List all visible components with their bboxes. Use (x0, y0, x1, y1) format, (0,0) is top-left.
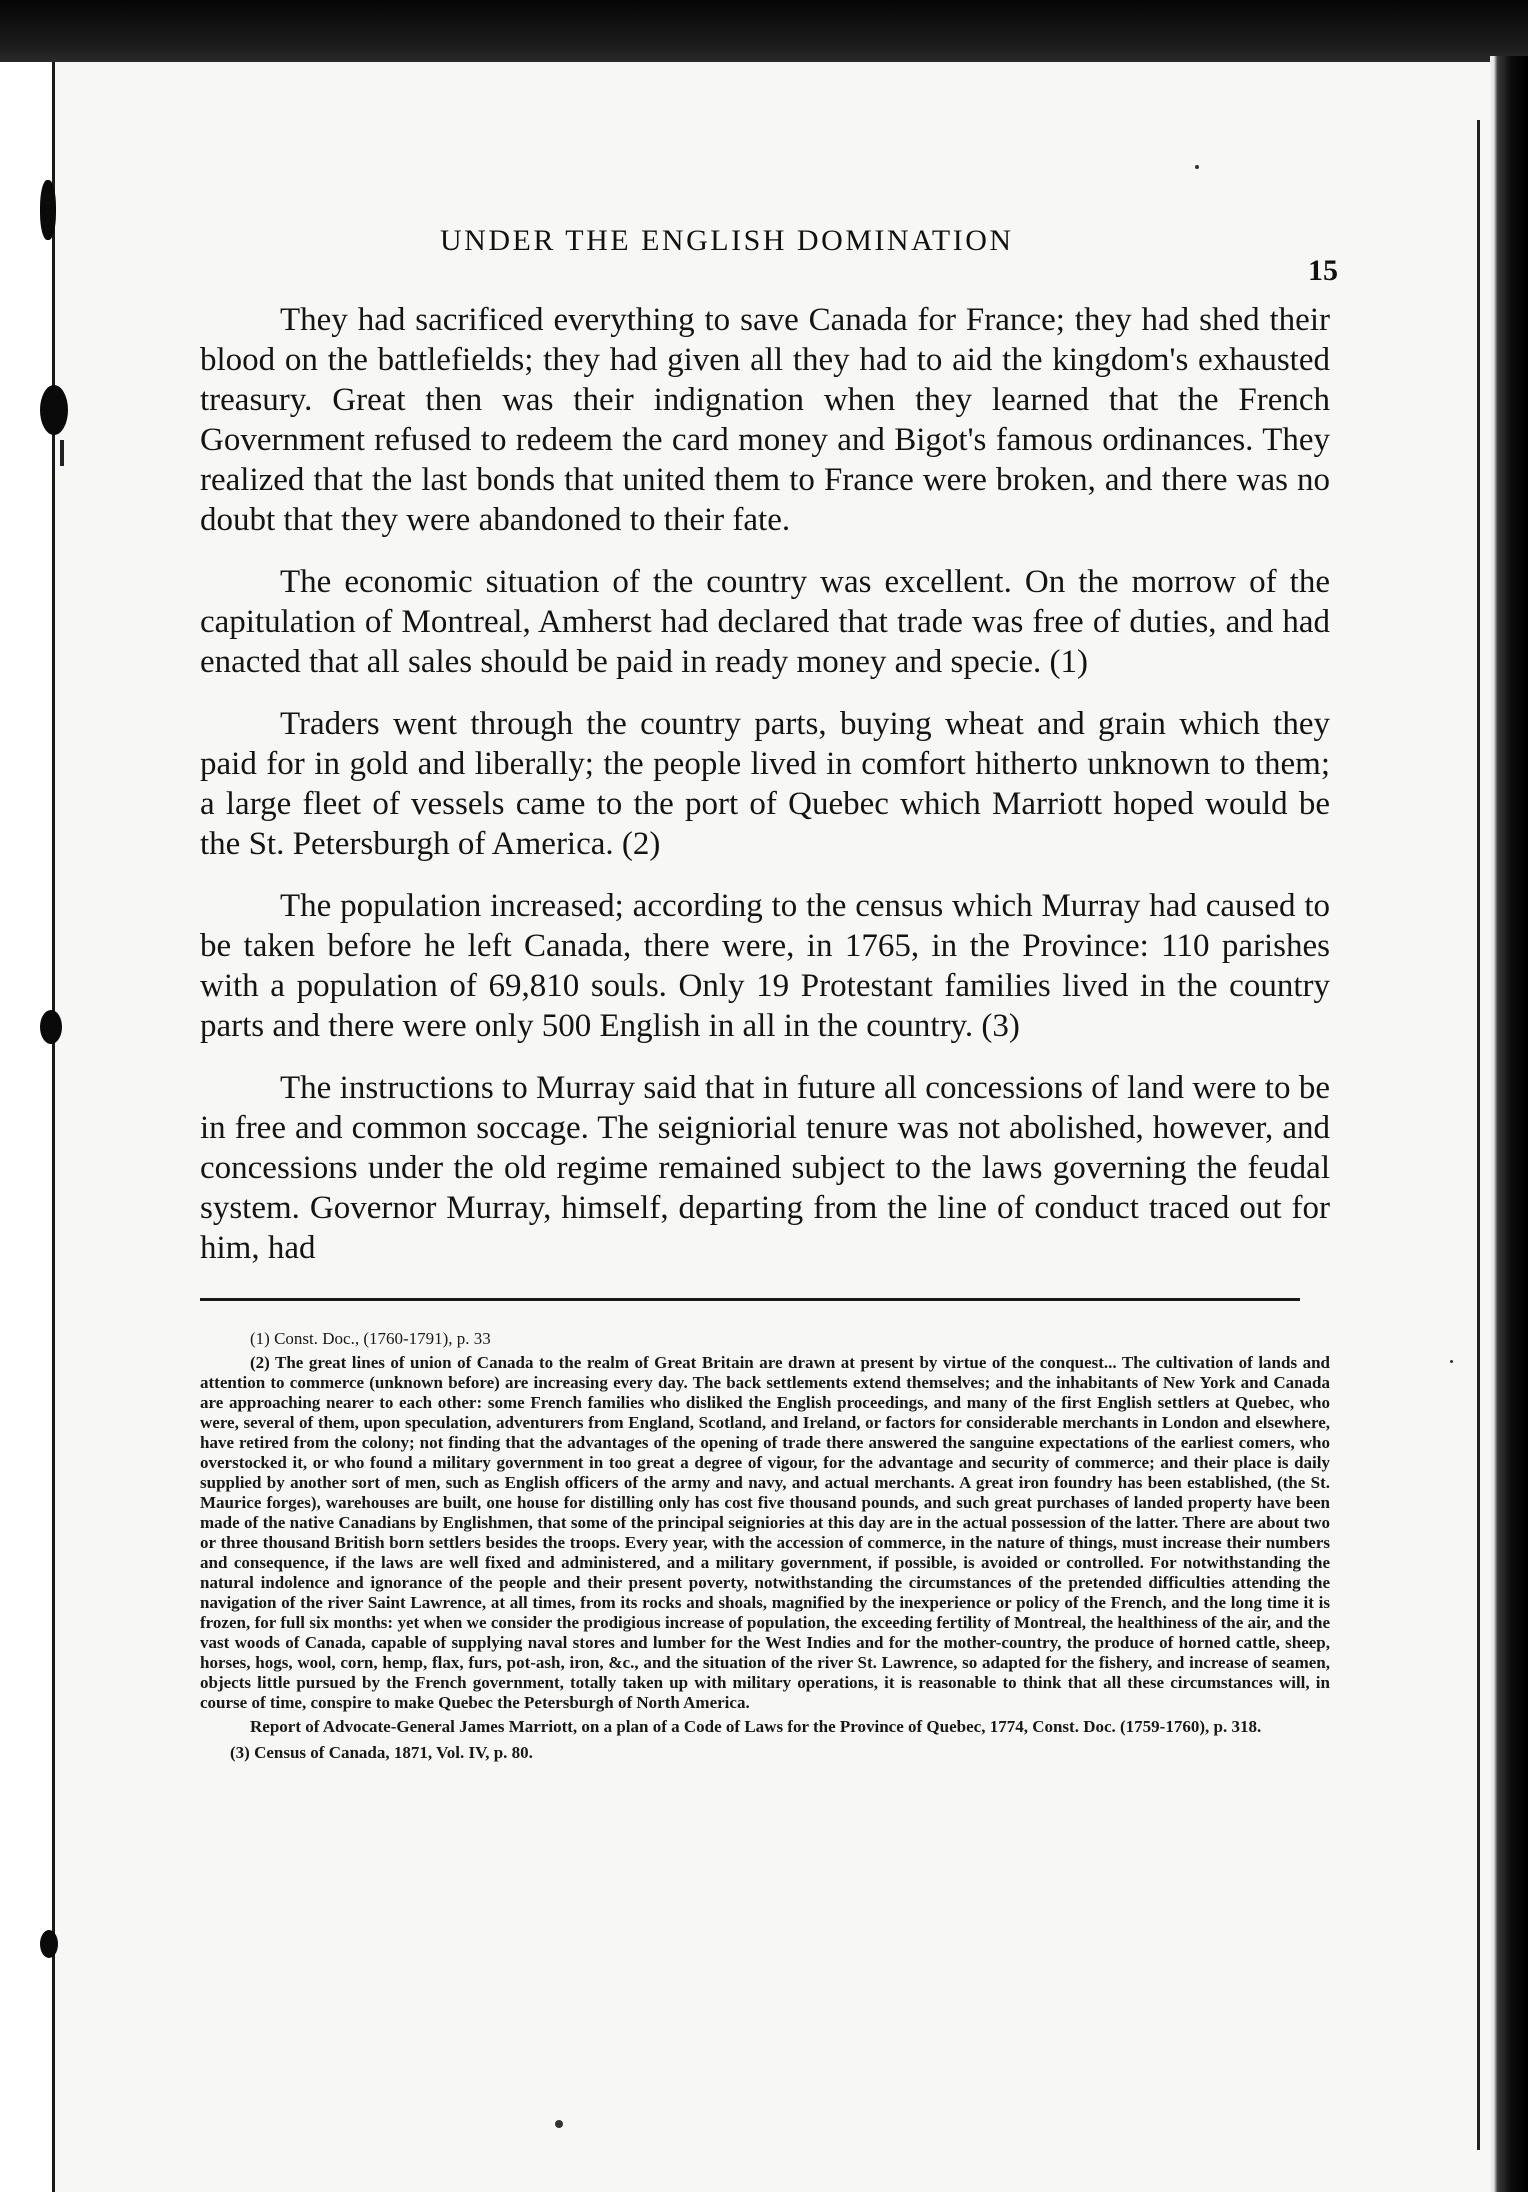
body-paragraph: Traders went through the country parts, buying wheat and grain which they paid for in gold and liberally; the people lived in comfort hitherto unknown to them; a large fleet of vessels came to the port of Quebec which Marriott hoped would be the St. Petersburgh of America. (2) (200, 706, 1330, 862)
binding-hole-mark (40, 385, 68, 435)
body-paragraph: The population increased; according to the census which Murray had caused to be taken before he left Canada, there were, in 1765, in the Province: 110 parishes with a population of 69,810 souls. Only 19 Protestant families lived in the country parts and there were only 500 English in all in the country. (3) (200, 888, 1330, 1044)
footnote-1: (1) Const. Doc., (1760-1791), p. 33 (250, 1329, 491, 1348)
binding-hole-mark (40, 1010, 62, 1044)
body-paragraph: The instructions to Murray said that in future all concessions of land were to be in free and common soccage. The seigniorial tenure was not abolished, however, and concessions under the old regime remained subject to the laws governing the feudal system. Governor Murray, himself, departing from the line of conduct traced out for him, had (200, 1070, 1330, 1266)
scan-top-shadow (0, 0, 1528, 62)
body-paragraph: The economic situation of the country was excellent. On the morrow of the capitulation of Montreal, Amherst had declared that trade was free of duties, and had enacted that all sales should be paid in ready money and specie. (1) (200, 564, 1330, 680)
footnote-2-citation: Report of Advocate-General James Marriott, on a plan of a Code of Laws for the Province of Quebec, 1774, Const. Doc. (1759-1760), p. 318. (250, 1717, 1262, 1736)
body-paragraph: They had sacrificed everything to save Canada for France; they had shed their blood on the battlefields; they had given all they had to aid the kingdom's exhausted treasury. Great then was their indignation when they learned that the French Government refused to redeem the card money and Bigot's famous ordinances. They realized that the last bonds that united them to France were broken, and there was no doubt that they were abandoned to their fate. (200, 302, 1330, 538)
page-number: 15 (1308, 254, 1338, 287)
binding-hole-mark (40, 1930, 58, 1958)
page-right-border (1477, 120, 1480, 2150)
scan-speck (1450, 1360, 1453, 1363)
binding-hole-mark (40, 180, 56, 240)
footnote-3: (3) Census of Canada, 1871, Vol. IV, p. 80. (230, 1743, 533, 1762)
binding-tick-mark (60, 440, 64, 466)
scan-speck (555, 2120, 563, 2128)
scan-right-edge (1490, 56, 1528, 2192)
running-head (200, 210, 1338, 287)
footnote-2: (2) The great lines of union of Canada to the realm of Great Britain are drawn at present by virtue of the conquest... The cultivation of lands and attention to commerce (unknown before) are increasing every day. The back settlements extend themselves; and the inhabitants of New York and Canada are approaching nearer to each other: some French families who disliked the English proceedings, and many of the first English settlers at Quebec, who were, several of them, upon speculation, adventurers from England, Scotland, and Ireland, or factors for considerable merchants in London and elsewhere, have retired from the colony; not finding that the advantages of the opening of trade there answered the sanguine expectations of the earliest comers, who overstocked it, or who found a military government in too great a degree of vigour, for the advantage and security of commerce; and their place is daily supplied by another sort of men, such as English officers of the army and navy, and actual merchants. A great iron foundry has been established, (the St. Maurice forges), warehouses are built, one house for distilling only has cost five thousand pounds, and such great purchases of landed property have been made of the native Canadians by Englishmen, that some of the principal seigniories at this day are in the actual possession of the latter. There are about two or three thousand British born settlers besides the troops. Every year, with the accession of commerce, in the nature of things, must increase their numbers and consequence, if the laws are well fixed and administered, and a military government, if possible, is avoided or controlled. For notwithstanding the natural indolence and ignorance of the people and their present poverty, notwithstanding the circumstances of the pretended difficulties attending the navigation of the river Saint Lawrence, at all times, from its rocks and shoals, magnified by the inexperience or policy of the French, and the long time it is frozen, for full six months: yet when we consider the prodigious increase of population, the exceeding fertility of Montreal, the healthiness of the air, and the vast woods of Canada, capable of supplying naval stores and lumber for the West Indies and for the mother-country, the produce of horned cattle, sheep, horses, hogs, wool, corn, hemp, flax, furs, pot-ash, iron, &c., and the situation of the river St. Lawrence, so adapted for the fishery, and increase of seamen, objects little pursued by the French government, totally taken up with military operations, it is reasonable to think that all these circumstances will, in course of time, conspire to make Quebec the Petersburgh of North America. (200, 1353, 1330, 1712)
page-content (200, 210, 1338, 1767)
scan-speck (1195, 165, 1199, 169)
page-title: UNDER THE ENGLISH DOMINATION (440, 224, 1014, 257)
footnote-divider (200, 1298, 1300, 1301)
